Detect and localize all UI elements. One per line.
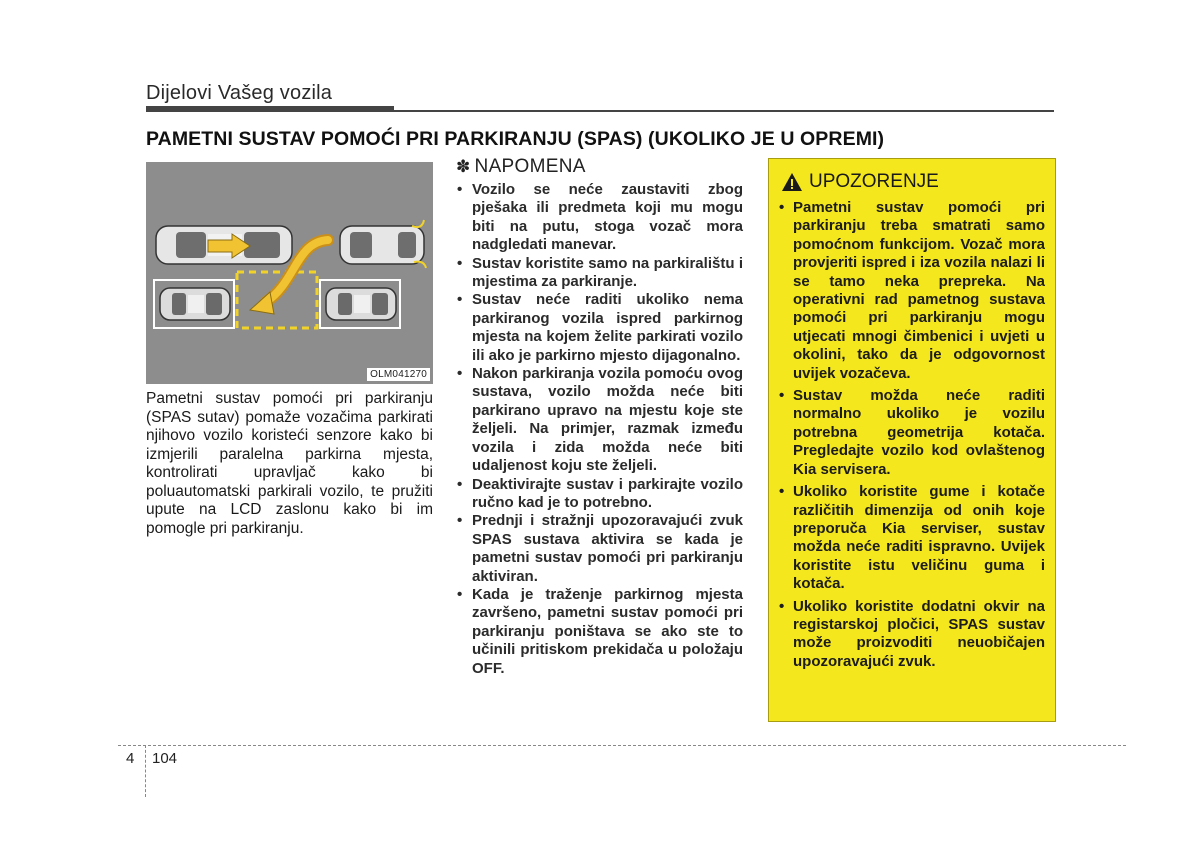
parked-car-left-icon bbox=[160, 288, 230, 320]
footer-vertical-rule bbox=[145, 745, 146, 797]
note-item: • Prednji i stražnji upozoravajući zvuk SPAS sustava aktivira se kada je pametni sustav pomoći pri parkiranju aktiviran. bbox=[456, 512, 743, 586]
note-item: • Sustav koristite samo na parkiralištu i mjestima za parkiranje. bbox=[456, 255, 743, 292]
warning-item: • Pametni sustav pomoći pri parkiranju treba smatrati samo pomoćnom funkcijom. Vozač mora provjeriti ispred i iza vozila nalazi li se tamo neka prepreka. Na operativni rad pametnog sustava pomoći pri parkiranju mogu utjecati mnogi čimbenici i uvjeti u okolini, tako da je odgovornost uvijek vozačeva. bbox=[779, 199, 1045, 383]
note-item: • Sustav neće raditi ukoliko nema parkiranog vozila ispred parkirnog mjesta na kojem želite parkirati vozilo ili ako je parkirno mjesto dijagonalno. bbox=[456, 291, 743, 365]
header-rule-thick bbox=[146, 106, 394, 112]
warning-item: • Ukoliko koristite dodatni okvir na registarskoj pločici, SPAS sustav može proizvoditi neuobičajen upozoravajući zvuk. bbox=[779, 598, 1045, 672]
main-heading: PAMETNI SUSTAV POMOĆI PRI PARKIRANJU (SPAS) (UKOLIKO JE U OPREMI) bbox=[146, 128, 885, 150]
reference-car-icon bbox=[340, 220, 426, 268]
note-item: • Nakon parkiranja vozila pomoću ovog sustava, vozilo možda neće biti parkirano upravo na mjestu koje ste željeli. Na primjer, razmak između vozila i zida možda neće biti udaljenost koju ste željeli. bbox=[456, 365, 743, 475]
figure-code: OLM041270 bbox=[367, 368, 430, 381]
page-number: 104 bbox=[152, 750, 178, 767]
note-item: • Deaktivirajte sustav i parkirajte vozilo ručno kad je to potrebno. bbox=[456, 476, 743, 513]
parking-diagram-svg bbox=[146, 162, 433, 384]
note-item: • Vozilo se neće zaustaviti zbog pješaka ili predmeta koji mu mogu biti na putu, stoga vozač mora nadgledati manevar. bbox=[456, 181, 743, 255]
note-section bbox=[456, 156, 743, 678]
header-rule-thin bbox=[394, 110, 1054, 112]
warning-item: • Sustav možda neće raditi normalno ukoliko je vozilu potrebna geometrija kotača. Pregledajte vozilo kod ovlaštenog Kia servisera. bbox=[779, 387, 1045, 479]
warning-title bbox=[781, 171, 1045, 193]
parked-car-right-icon bbox=[326, 288, 396, 320]
chapter-number: 4 bbox=[126, 750, 135, 767]
footer-rule bbox=[118, 745, 1126, 746]
warning-list bbox=[779, 199, 1045, 671]
parking-diagram-illustration bbox=[146, 162, 433, 384]
intro-paragraph: Pametni sustav pomoći pri parkiranju (SPAS sutav) pomaže vozačima parkirati njihovo vozilo koristeći senzore kako bi izmjerili paralelna parkirna mjesta, kontrolirati upravljač kako bi poluautomatski parkirali vozilo, te pružiti upute na LCD zaslonu kako bi im pomogle pri parkiranju. bbox=[146, 390, 433, 537]
warning-item: • Ukoliko koristite gume i kotače različitih dimenzija od onih koje preporuča Kia serviser, sustav možda neće raditi ispravno. Uvijek koristite istu veličinu guma i kotača. bbox=[779, 483, 1045, 593]
warning-title-text: UPOZORENJE bbox=[809, 171, 939, 192]
section-title: Dijelovi Vašeg vozila bbox=[146, 82, 333, 104]
note-title-text: NAPOMENA bbox=[474, 156, 586, 177]
note-list bbox=[456, 181, 743, 678]
warning-triangle-icon bbox=[781, 172, 803, 192]
note-item: • Kada je traženje parkirnog mjesta završeno, pametni sustav pomoći pri parkiranju poništava se ako ste to učinili pritiskom prekidača u položaju OFF. bbox=[456, 586, 743, 678]
note-star-icon: ✽ bbox=[456, 157, 471, 176]
warning-box bbox=[768, 158, 1056, 722]
note-title bbox=[456, 156, 743, 178]
